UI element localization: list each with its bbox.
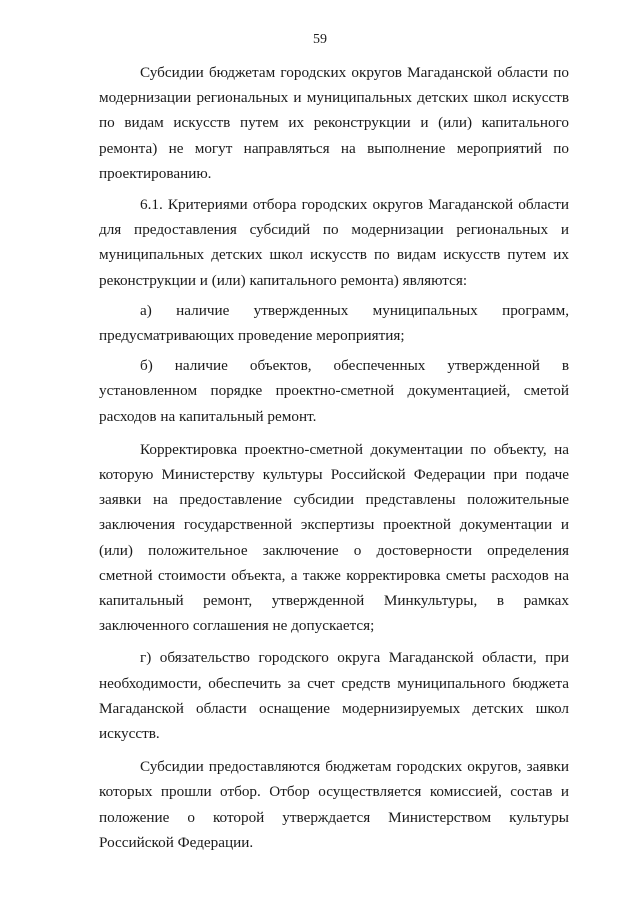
paragraph-correction-prohibition: Корректировка проектно-сметной документации по объекту, на которую Министерству культуры Российской Федерации при подаче заявки на предоставление субсидии представлены положительные заключения государственной экспертизы проектной документации и (или) положительное заключение о достоверности определения сметной стоимости объекта, а также корректировка сметы расходов на капитальный ремонт, утвержденной Минкультуры, в рамках заключенного соглашения не допускается; [99, 440, 569, 635]
paragraph-subsidy-restriction: Субсидии бюджетам городских округов Магаданской области по модернизации региональных и муниципальных детских школ искусств по видам искусств путем их реконструкции и (или) капитального ремонта) не могут направляться на выполнение мероприятий по проектированию. [99, 64, 569, 182]
paragraph-criterion-a: а) наличие утвержденных муниципальных программ, предусматривающих проведение мероприятия; [99, 301, 569, 345]
paragraph-criterion-b: б) наличие объектов, обеспеченных утвержденной в установленном порядке проектно-сметной документацией, сметой расходов на капитальный ремонт. [99, 357, 569, 425]
paragraph-criterion-g: г) обязательство городского округа Магаданской области, при необходимости, обеспечить за счет средств муниципального бюджета Магаданской области оснащение модернизируемых детских школ искусств. [99, 649, 569, 743]
paragraph-subsidy-provision: Субсидии предоставляются бюджетам городских округов, заявки которых прошли отбор. Отбор осуществляется комиссией, состав и положение о которой утверждается Министерством культуры Российской Федерации. [99, 758, 569, 851]
document-body [99, 60, 569, 855]
paragraph-selection-criteria: 6.1. Критериями отбора городских округов Магаданской области для предоставления субсидий по модернизации региональных и муниципальных детских школ искусств по видам искусств путем их реконструкции и (или) капитального ремонта) являются: [99, 196, 569, 289]
page-number: 59 [313, 32, 327, 47]
